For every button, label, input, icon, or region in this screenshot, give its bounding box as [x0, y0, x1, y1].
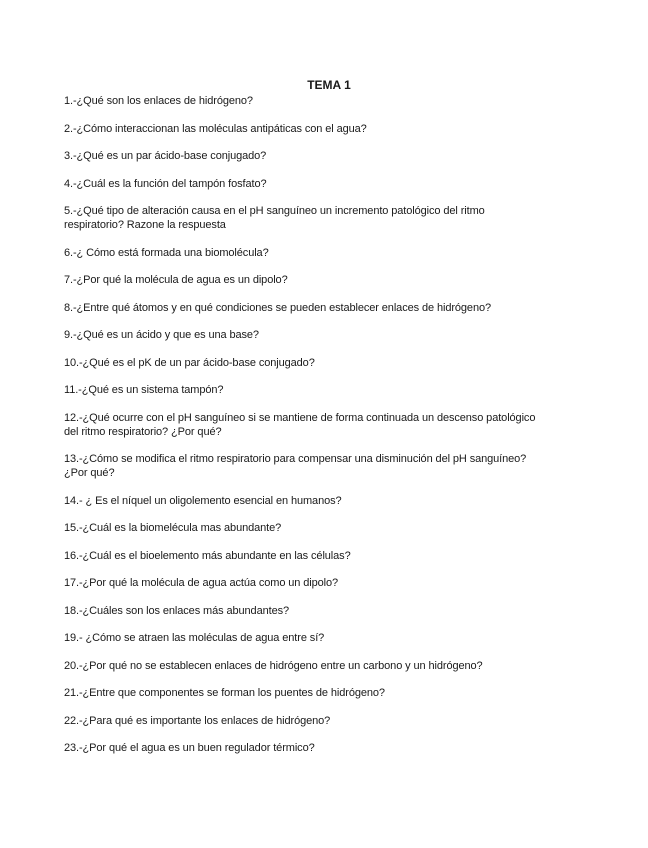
question-item: 18.-¿Cuáles son los enlaces más abundantes? — [64, 604, 290, 617]
page-title: TEMA 1 — [307, 78, 351, 92]
question-item: 4.-¿Cuál es la función del tampón fosfato? — [64, 177, 267, 190]
question-item: 16.-¿Cuál es el bioelemento más abundante en las células? — [64, 549, 351, 562]
question-item: 7.-¿Por qué la molécula de agua es un dipolo? — [64, 274, 288, 286]
question-item: 3.-¿Qué es un par ácido-base conjugado? — [64, 150, 267, 162]
question-item: 23.-¿Por qué el agua es un buen regulador térmico? — [64, 742, 315, 754]
question-item: 22.-¿Para qué es importante los enlaces de hidrógeno? — [64, 714, 331, 727]
question-item: 11.-¿Qué es un sistema tampón? — [64, 384, 224, 396]
question-item: 5.-¿Qué tipo de alteración causa en el pH sanguíneo un incremento patológico del ritmo respiratorio? Razone la respuesta — [64, 205, 485, 231]
question-item: 20.-¿Por qué no se establecen enlaces de hidrógeno entre un carbono y un hidrógeno? — [64, 659, 483, 672]
question-item: 14.- ¿ Es el níquel un oligolemento esencial en humanos? — [64, 494, 342, 507]
question-item: 17.-¿Por qué la molécula de agua actúa como un dipolo? — [64, 577, 339, 589]
question-item: 15.-¿Cuál es la biomelécula mas abundante? — [64, 522, 282, 534]
question-item: 1.-¿Qué son los enlaces de hidrógeno? — [64, 95, 253, 107]
question-item: 21.-¿Entre que componentes se forman los puentes de hidrógeno? — [64, 687, 385, 699]
question-item: 10.-¿Qué es el pK de un par ácido-base conjugado? — [64, 356, 315, 369]
question-item: 12.-¿Qué ocurre con el pH sanguíneo si se mantiene de forma continuada un descenso patológico del ritmo respiratorio? ¿Por qué? — [64, 411, 536, 438]
question-item: 2.-¿Cómo interaccionan las moléculas antipáticas con el agua? — [64, 122, 367, 135]
question-item: 9.-¿Qué es un ácido y que es una base? — [64, 329, 259, 341]
question-item: 6.-¿ Cómo está formada una biomolécula? — [64, 246, 269, 259]
question-item: 8.-¿Entre qué átomos y en qué condiciones se pueden establecer enlaces de hidrógeno? — [64, 301, 492, 314]
question-list — [64, 94, 544, 769]
question-item: 13.-¿Cómo se modifica el ritmo respiratorio para compensar una disminución del pH sanguíneo? ¿Por qué? — [64, 453, 527, 479]
question-item: 19.- ¿Cómo se atraen las moléculas de agua entre sí? — [64, 632, 325, 644]
